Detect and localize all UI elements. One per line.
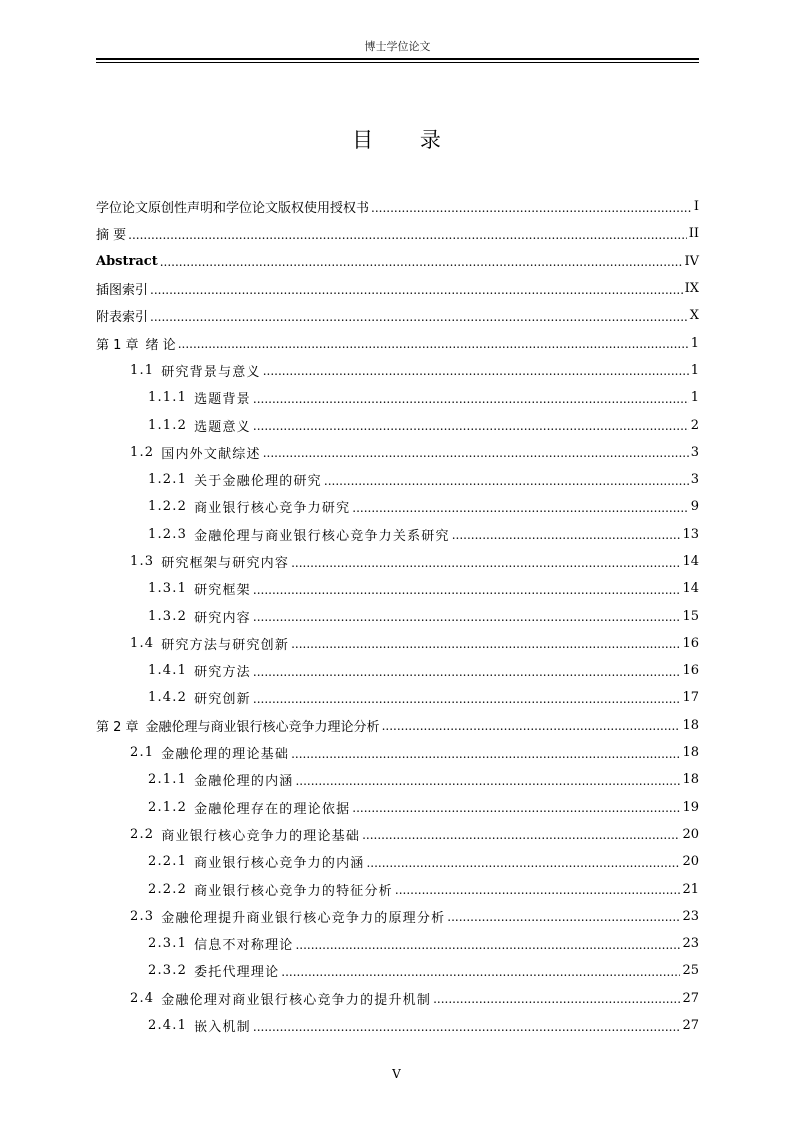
toc-dot-leader [362, 828, 680, 842]
toc-dot-leader [253, 610, 681, 624]
toc-entry-number: 2.3.1 [148, 936, 188, 952]
toc-entry[interactable] [96, 794, 699, 821]
toc-entry[interactable] [96, 739, 699, 766]
toc-dot-leader [295, 774, 680, 788]
toc-entry-label: 商业银行核心竞争力研究 [194, 501, 351, 517]
toc-entry-label: 研究创新 [194, 692, 251, 708]
toc-entry-number: 1.2.2 [148, 499, 188, 515]
toc-entry-number: 1.4.1 [148, 663, 188, 679]
toc-entry[interactable] [96, 411, 699, 438]
toc-dot-leader [253, 419, 689, 433]
toc-entry-page: 27 [682, 990, 699, 1006]
toc-entry[interactable] [96, 684, 699, 711]
toc-entry-page: 16 [682, 663, 699, 679]
toc-entry-number: 2.1 [130, 745, 155, 761]
toc-dot-leader [291, 637, 680, 651]
toc-entry-label: 商业银行核心竞争力的特征分析 [194, 883, 393, 899]
toc-entry-number: 1.3 [130, 554, 155, 569]
toc-entry-number: 1.1.2 [148, 417, 188, 433]
toc-entry-number: 2.2.2 [148, 881, 188, 897]
toc-dot-leader [447, 910, 680, 924]
toc-dot-leader [433, 992, 680, 1006]
toc-entry[interactable] [96, 575, 699, 602]
toc-entry-page: II [688, 226, 699, 242]
toc-entry-page: 15 [682, 608, 699, 624]
toc-entry[interactable] [96, 766, 699, 793]
toc-entry[interactable] [96, 657, 699, 684]
toc-entry-label: 金融伦理与商业银行核心竞争力理论分析 [145, 719, 380, 735]
toc-entry-label: 金融伦理对商业银行核心竞争力的提升机制 [161, 992, 432, 1008]
toc-entry-page: I [693, 199, 699, 215]
toc-entry-page: 13 [682, 526, 699, 542]
toc-dot-leader [366, 856, 680, 870]
toc-dot-leader [253, 392, 689, 406]
toc-entry-page: IV [684, 253, 699, 269]
toc-entry-label: 嵌入机制 [194, 1020, 251, 1036]
toc-entry-label: 选题背景 [194, 392, 251, 408]
toc-entry-label: 关于金融伦理的研究 [194, 474, 322, 490]
toc-dot-leader [263, 364, 689, 378]
toc-entry-page: 14 [682, 581, 699, 597]
toc-entry[interactable] [96, 248, 699, 275]
header-rule-thick [96, 58, 699, 60]
header-rule-thin [96, 62, 699, 63]
toc-entry-label: 研究框架 [194, 583, 251, 599]
toc-entry-label: 金融伦理的内涵 [194, 774, 294, 790]
toc-entry-page: 21 [682, 881, 699, 897]
toc-entry[interactable] [96, 821, 699, 848]
toc-entry[interactable] [96, 220, 699, 247]
toc-entry-number: 1.2.1 [148, 472, 188, 488]
toc-entry-page: 27 [682, 1018, 699, 1034]
toc-dot-leader [263, 446, 689, 460]
toc-entry-page: 3 [690, 472, 699, 488]
toc-entry-label: 金融伦理存在的理论依据 [194, 801, 351, 817]
toc-dot-leader [291, 747, 680, 761]
toc-entry-label: 金融伦理与商业银行核心竞争力关系研究 [194, 528, 450, 544]
toc-entry[interactable] [96, 193, 699, 220]
toc-dot-leader [291, 556, 680, 570]
toc-entry-label: Abstract [96, 253, 158, 269]
toc-entry[interactable] [96, 521, 699, 548]
toc-entry-number: 1.3.1 [148, 581, 188, 597]
toc-entry-page: 2 [690, 417, 699, 433]
toc-entry-page: 20 [682, 854, 699, 870]
toc-entry-number: 1.3.2 [148, 608, 188, 624]
toc-dot-leader [281, 965, 680, 979]
toc-entry-page: 18 [682, 772, 699, 788]
toc-entry-page: 14 [682, 554, 699, 569]
toc-entry-number: 2.3.2 [148, 963, 188, 979]
page-number: V [392, 1067, 401, 1081]
toc-entry-number: 2.1.2 [148, 799, 188, 815]
toc-entry-label: 研究背景与意义 [161, 364, 261, 380]
toc-dot-leader [371, 201, 692, 215]
toc-entry[interactable] [96, 357, 699, 384]
toc-entry[interactable] [96, 957, 699, 984]
toc-entry[interactable] [96, 630, 699, 657]
table-of-contents [96, 193, 699, 1039]
toc-entry-page: 1 [690, 335, 699, 351]
toc-entry-label: 研究内容 [194, 610, 251, 626]
toc-entry[interactable] [96, 329, 699, 356]
toc-entry-page: 3 [690, 444, 699, 460]
toc-entry-label: 插图索引 [96, 283, 149, 299]
toc-entry-label: 商业银行核心竞争力的理论基础 [161, 828, 361, 844]
toc-entry[interactable] [96, 548, 699, 575]
toc-entry-label: 信息不对称理论 [194, 938, 294, 954]
toc-entry-number: 第 2 章 [96, 719, 139, 735]
toc-entry-page: 17 [682, 690, 699, 706]
toc-entry-label: 选题意义 [194, 419, 251, 435]
toc-dot-leader [324, 474, 689, 488]
toc-entry-label: 金融伦理的理论基础 [161, 747, 290, 763]
toc-entry-label: 摘 要 [96, 228, 127, 244]
toc-entry-number: 1.2.3 [148, 526, 188, 542]
page-header: 博士学位论文 [364, 40, 431, 53]
toc-entry-label: 金融伦理提升商业银行核心竞争力的原理分析 [161, 910, 446, 926]
toc-dot-leader [382, 719, 681, 733]
toc-entry[interactable] [96, 602, 699, 629]
toc-entry-label: 商业银行核心竞争力的内涵 [194, 856, 365, 872]
toc-dot-leader [160, 255, 683, 269]
toc-dot-leader [128, 228, 687, 242]
toc-dot-leader [295, 938, 680, 952]
toc-entry[interactable] [96, 903, 699, 930]
toc-dot-leader [150, 283, 683, 297]
toc-entry[interactable] [96, 1012, 699, 1039]
toc-entry[interactable] [96, 439, 699, 466]
toc-entry-label: 研究方法与研究创新 [161, 637, 290, 653]
toc-entry-page: 9 [690, 499, 699, 515]
toc-entry-page: 20 [682, 826, 699, 842]
toc-dot-leader [178, 337, 689, 351]
toc-entry-page: 16 [682, 635, 699, 651]
toc-dot-leader [253, 692, 681, 706]
toc-entry-page: 1 [690, 390, 699, 406]
toc-entry-number: 2.4.1 [148, 1018, 188, 1034]
toc-entry-number: 2.1.1 [148, 772, 188, 788]
toc-dot-leader [150, 310, 688, 324]
toc-entry-number: 1.1.1 [148, 390, 188, 406]
toc-dot-leader [253, 583, 681, 597]
toc-entry[interactable] [96, 302, 699, 329]
toc-dot-leader [253, 665, 681, 679]
toc-entry-page: 23 [682, 936, 699, 952]
toc-dot-leader [395, 883, 681, 897]
toc-entry-number: 1.4.2 [148, 690, 188, 706]
toc-entry-number: 2.2 [130, 826, 155, 842]
toc-entry-label: 国内外文献综述 [161, 446, 261, 462]
toc-entry-page: 25 [682, 963, 699, 979]
toc-entry-label: 附表索引 [96, 310, 149, 326]
toc-dot-leader [452, 528, 681, 542]
toc-entry[interactable] [96, 712, 699, 739]
toc-entry[interactable] [96, 930, 699, 957]
toc-entry-number: 2.4 [130, 990, 155, 1006]
toc-entry-page: IX [684, 281, 699, 297]
toc-entry[interactable] [96, 848, 699, 875]
toc-entry-number: 第 1 章 [96, 337, 139, 353]
toc-entry-number: 2.2.1 [148, 854, 188, 870]
toc-entry[interactable] [96, 275, 699, 302]
toc-entry-number: 1.2 [130, 444, 155, 460]
toc-dot-leader [253, 1020, 681, 1034]
toc-entry[interactable] [96, 875, 699, 902]
toc-dot-leader [352, 501, 688, 515]
toc-entry-label: 绪 论 [145, 337, 176, 353]
toc-entry-page: 18 [682, 745, 699, 761]
toc-entry-label: 委托代理理论 [194, 965, 280, 981]
toc-entry-label: 学位论文原创性声明和学位论文版权使用授权书 [96, 201, 370, 217]
toc-entry[interactable] [96, 985, 699, 1012]
toc-entry-number: 1.4 [130, 635, 155, 651]
page-title: 目 录 [352, 128, 461, 152]
toc-dot-leader [352, 801, 680, 815]
toc-entry[interactable] [96, 493, 699, 520]
toc-entry[interactable] [96, 384, 699, 411]
toc-entry-page: 19 [682, 799, 699, 815]
toc-entry-number: 2.3 [130, 908, 155, 924]
toc-entry-number: 1.1 [130, 362, 155, 378]
toc-entry-label: 研究框架与研究内容 [161, 556, 290, 571]
toc-entry-page: 1 [690, 362, 699, 378]
toc-entry[interactable] [96, 466, 699, 493]
toc-entry-label: 研究方法 [194, 665, 251, 681]
toc-entry-page: 23 [682, 908, 699, 924]
toc-entry-page: 18 [682, 717, 699, 733]
toc-entry-page: X [689, 308, 699, 324]
